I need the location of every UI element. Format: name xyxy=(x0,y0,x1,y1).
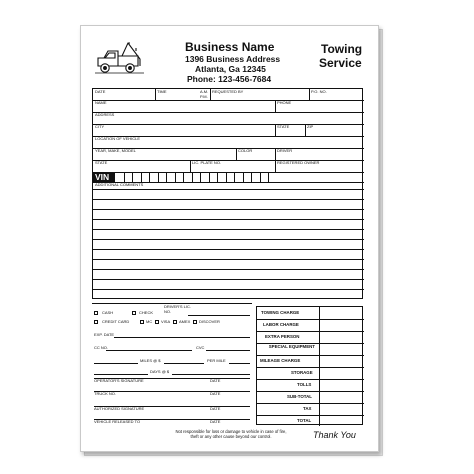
towing-service-form xyxy=(80,25,379,452)
exp-date-label: EXP. DATE xyxy=(94,332,115,337)
tax-amount[interactable] xyxy=(319,403,364,415)
vin-field[interactable] xyxy=(115,172,268,182)
business-city: Atlanta, Ga 12345 xyxy=(195,64,266,74)
check-checkbox[interactable] xyxy=(132,311,136,315)
vin-label: VIN xyxy=(93,172,115,182)
additional-comments-label: ADDITIONAL COMMENTS xyxy=(95,182,144,187)
truck-no-label: TRUCK NO. xyxy=(94,391,116,396)
operators-signature-label: OPERATOR'S SIGNATURE xyxy=(94,378,144,383)
am-label: A.M. xyxy=(200,89,209,94)
credit-card-checkbox[interactable] xyxy=(94,320,98,324)
tax-label: TAX xyxy=(303,406,312,411)
form-title-line2: Service xyxy=(319,56,362,70)
cvc-label: CVC xyxy=(196,345,205,350)
year-make-model-label: YEAR, MAKE, MODEL xyxy=(95,148,136,153)
cvc-field[interactable] xyxy=(206,350,250,351)
towing-charge-label: TOWING CHARGE xyxy=(261,310,300,315)
days-at-label: DAYS @ $ xyxy=(150,369,170,374)
visa-label: VISA xyxy=(161,319,171,324)
po-number-label: P.O. NO. xyxy=(311,89,327,94)
business-phone: Phone: 123-456-7684 xyxy=(187,74,272,84)
cc-number-field[interactable] xyxy=(106,350,192,351)
address-field[interactable] xyxy=(93,112,364,124)
authorized-signature-label: AUTHORIZED SIGNATURE xyxy=(94,406,145,411)
phone-label: PHONE xyxy=(277,100,292,105)
location-label: LOCATION OF VEHICLE xyxy=(95,136,141,141)
tolls-label: TOLLS xyxy=(297,382,312,387)
miles-at-label: MILES @ $ xyxy=(140,358,161,363)
storage-label: STORAGE xyxy=(291,370,313,375)
liability-note-line1: Not responsible for loss or damage to vehicle in case of fire, xyxy=(175,429,287,434)
total-amount[interactable] xyxy=(319,415,364,426)
name-label: NAME xyxy=(95,100,107,105)
tow-truck-icon xyxy=(92,39,148,79)
mileage-charge-label: MILEAGE CHARGE xyxy=(260,358,301,363)
date-1-label: DATE xyxy=(210,378,221,383)
form-title-line1: Towing xyxy=(321,42,363,56)
labor-charge-label: LABOR CHARGE xyxy=(263,322,299,327)
towing-charge-amount[interactable] xyxy=(319,307,364,319)
requested-by-label: REQUESTED BY xyxy=(212,89,244,94)
name-field[interactable] xyxy=(93,100,275,112)
discover-checkbox[interactable] xyxy=(193,320,197,324)
special-equipment-amount[interactable] xyxy=(319,343,364,355)
cash-checkbox[interactable] xyxy=(94,311,98,315)
visa-checkbox[interactable] xyxy=(155,320,159,324)
cc-number-label: CC NO. xyxy=(94,345,108,350)
address-label: ADDRESS xyxy=(95,112,115,117)
vehicle-released-to-label: VEHICLE RELEASED TO xyxy=(94,419,141,424)
vehicle-state-field[interactable] xyxy=(93,160,190,172)
truck-no-field[interactable] xyxy=(94,391,250,392)
payment-section xyxy=(92,303,252,428)
cash-label: CASH xyxy=(102,310,114,315)
special-equipment-label: SPECIAL EQUIPMENT xyxy=(268,344,315,349)
date-3-label: DATE xyxy=(210,406,221,411)
exp-date-field[interactable] xyxy=(114,337,250,338)
drivers-lic-label: DRIVER'S LIC. NO. xyxy=(164,304,191,314)
liability-note-line2: theft or any other cause beyond our control. xyxy=(190,434,272,439)
driver-label: DRIVER xyxy=(277,148,293,153)
labor-charge-amount[interactable] xyxy=(319,319,364,331)
state-label: STATE xyxy=(277,124,290,129)
vehicle-state-label: STATE xyxy=(95,160,108,165)
city-label: CITY xyxy=(95,124,105,129)
zip-label: ZIP xyxy=(307,124,314,129)
color-label: COLOR xyxy=(238,148,253,153)
tolls-amount[interactable] xyxy=(319,379,364,391)
zip-field[interactable] xyxy=(305,124,364,136)
discover-label: DISCOVER xyxy=(199,319,220,324)
lic-plate-label: LIC. PLATE NO. xyxy=(192,160,222,165)
subtotal-label: SUB-TOTAL xyxy=(287,394,312,399)
business-address: 1396 Business Address xyxy=(185,54,281,64)
subtotal-amount[interactable] xyxy=(319,391,364,403)
credit-card-label: CREDIT CARD xyxy=(102,319,130,324)
mc-checkbox[interactable] xyxy=(140,320,144,324)
thank-you-text: Thank You xyxy=(313,430,356,440)
mc-label: MC xyxy=(146,319,153,324)
amex-checkbox[interactable] xyxy=(173,320,177,324)
miles-field[interactable] xyxy=(94,363,138,364)
pm-label: P.M. xyxy=(200,94,208,99)
date-label: DATE xyxy=(95,89,106,94)
days-rate-field[interactable] xyxy=(172,374,250,375)
total-label: TOTAL xyxy=(297,418,312,423)
extra-person-amount[interactable] xyxy=(319,331,364,343)
days-field[interactable] xyxy=(94,374,148,375)
check-label: CHECK xyxy=(139,310,154,315)
registered-owner-label: REGISTERED OWNER xyxy=(277,160,320,165)
vehicle-info-section xyxy=(92,88,363,299)
business-name: Business Name xyxy=(185,40,275,54)
time-label: TIME xyxy=(157,89,167,94)
date-2-label: DATE xyxy=(210,391,221,396)
city-field[interactable] xyxy=(93,124,275,136)
storage-amount[interactable] xyxy=(319,367,364,379)
date-4-label: DATE xyxy=(210,419,221,424)
extra-person-label: EXTRA PERSON xyxy=(265,334,300,339)
per-mile-rate-field[interactable] xyxy=(164,363,204,364)
mileage-charge-amount[interactable] xyxy=(319,355,364,367)
per-mile-label: PER MILE xyxy=(207,358,226,363)
charges-table xyxy=(256,306,363,425)
amex-label: AMEX xyxy=(179,319,191,324)
drivers-lic-field[interactable] xyxy=(188,315,250,316)
